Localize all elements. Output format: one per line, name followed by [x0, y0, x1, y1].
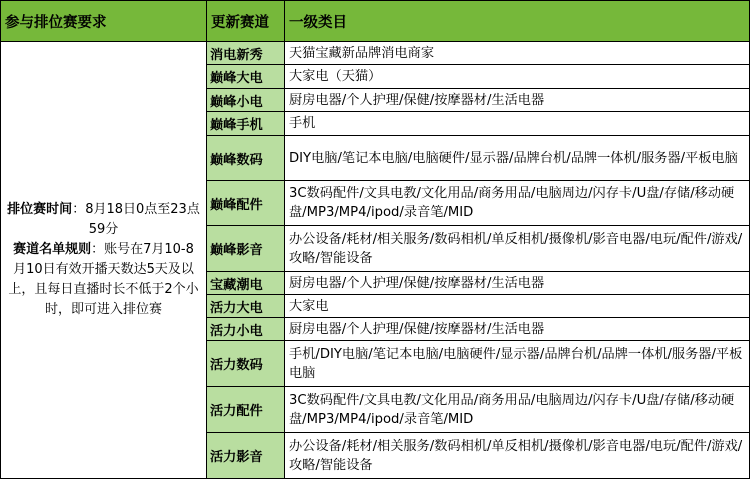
category-text: 3C数码配件/文具电教/文化用品/商务用品/电脑周边/闪存卡/U盘/存储/移动硬盘/MP3/MP4/ipod/录音笔/MID: [285, 181, 750, 226]
category-text: 大家电: [285, 295, 750, 318]
category-text: 厨房电器/个人护理/保健/按摩器材/生活电器: [285, 318, 750, 341]
track-rule-text: ：账号在7月10-8月10日有效开播天数达5天及以上，且每日直播时长不低于2个小时，即可进入排位赛: [8, 242, 199, 317]
category-text: 手机/DIY电脑/笔记本电脑/电脑硬件/显示器/品牌台机/品牌一体机/服务器/平板电脑: [285, 341, 750, 387]
track-name: 活力数码: [207, 341, 285, 387]
track-name: 巅峰小电: [207, 89, 285, 112]
category-text: 厨房电器/个人护理/保健/按摩器材/生活电器: [285, 89, 750, 112]
category-text: 办公设备/耗材/相关服务/数码相机/单反相机/摄像机/影音电器/电玩/配件/游戏/攻略/智能设备: [285, 226, 750, 272]
track-name: 活力小电: [207, 318, 285, 341]
track-name: 活力大电: [207, 295, 285, 318]
table-header-row: [1, 1, 750, 42]
track-name: 消电新秀: [207, 42, 285, 65]
table-row: [1, 42, 750, 65]
track-name: 活力配件: [207, 387, 285, 433]
category-text: 大家电（天猫）: [285, 65, 750, 89]
ranking-time-text: ：8月18日0点至23点59分: [72, 202, 200, 237]
requirements-cell: [1, 42, 207, 479]
track-name: 巅峰大电: [207, 65, 285, 89]
track-name: 活力影音: [207, 433, 285, 479]
track-name: 巅峰配件: [207, 181, 285, 226]
track-name: 巅峰数码: [207, 136, 285, 181]
track-rule-label: 赛道名单规则: [13, 242, 92, 257]
track-name: 巅峰影音: [207, 226, 285, 272]
category-text: 厨房电器/个人护理/保健/按摩器材/生活电器: [285, 272, 750, 295]
category-text: 办公设备/耗材/相关服务/数码相机/单反相机/摄像机/影音电器/电玩/配件/游戏/攻略/智能设备: [285, 433, 750, 479]
category-text: 手机: [285, 112, 750, 136]
category-text: 天猫宝藏新品牌消电商家: [285, 42, 750, 65]
header-requirements: 参与排位赛要求: [1, 1, 207, 42]
header-category: 一级类目: [285, 1, 750, 42]
track-name: 宝藏潮电: [207, 272, 285, 295]
ranking-time-label: 排位赛时间: [7, 202, 73, 217]
category-text: DIY电脑/笔记本电脑/电脑硬件/显示器/品牌台机/品牌一体机/服务器/平板电脑: [285, 136, 750, 181]
header-track: 更新赛道: [207, 1, 285, 42]
track-name: 巅峰手机: [207, 112, 285, 136]
category-text: 3C数码配件/文具电教/文化用品/商务用品/电脑周边/闪存卡/U盘/存储/移动硬盘/MP3/MP4/ipod/录音笔/MID: [285, 387, 750, 433]
